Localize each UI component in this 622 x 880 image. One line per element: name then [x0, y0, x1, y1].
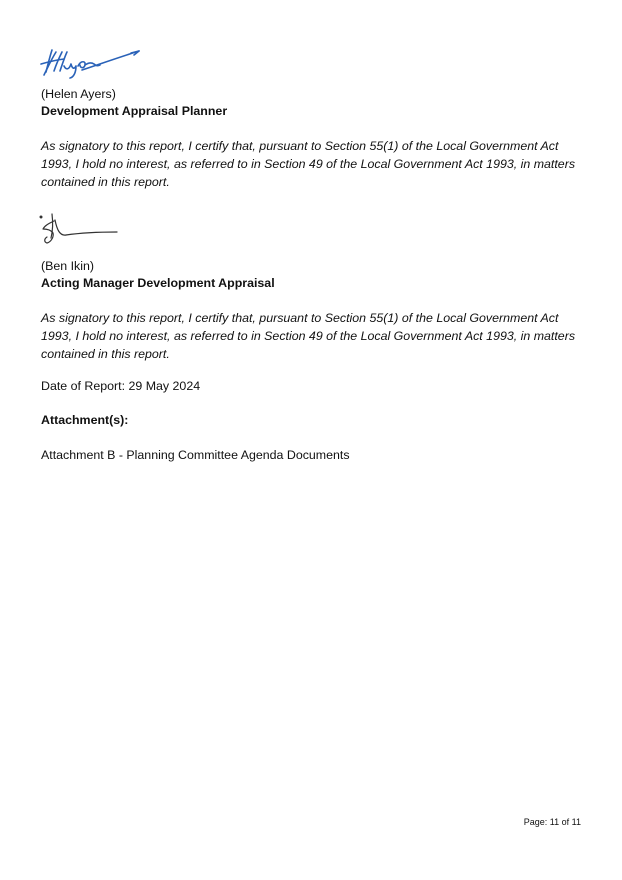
report-date: Date of Report: 29 May 2024: [41, 379, 201, 393]
signature-helen-ayers: [38, 44, 142, 80]
declaration-line: 1993, I hold no interest, as referred to in Section 49 of the Local Government Act 1993, in matters: [41, 329, 576, 343]
signatory-2-name: (Ben Ikin): [41, 259, 95, 273]
signatory-1-declaration: [41, 137, 586, 191]
attachment-item: Attachment B - Planning Committee Agenda Documents: [41, 448, 350, 462]
signatory-1-name: (Helen Ayers): [41, 87, 116, 101]
declaration-line: contained in this report.: [41, 347, 170, 361]
signatory-2-declaration: [41, 309, 586, 363]
signature-ben-ikin: [38, 208, 122, 254]
declaration-line: As signatory to this report, I certify that, pursuant to Section 55(1) of the Local Government Act: [41, 311, 559, 325]
declaration-line: contained in this report.: [41, 175, 170, 189]
page-number: Page: 11 of 11: [523, 817, 581, 827]
attachments-heading: Attachment(s):: [41, 413, 129, 427]
signatory-1-title: Development Appraisal Planner: [41, 104, 228, 118]
declaration-line: As signatory to this report, I certify that, pursuant to Section 55(1) of the Local Government Act: [41, 139, 559, 153]
declaration-line: 1993, I hold no interest, as referred to in Section 49 of the Local Government Act 1993, in matters: [41, 157, 576, 171]
signatory-2-title: Acting Manager Development Appraisal: [41, 276, 275, 290]
